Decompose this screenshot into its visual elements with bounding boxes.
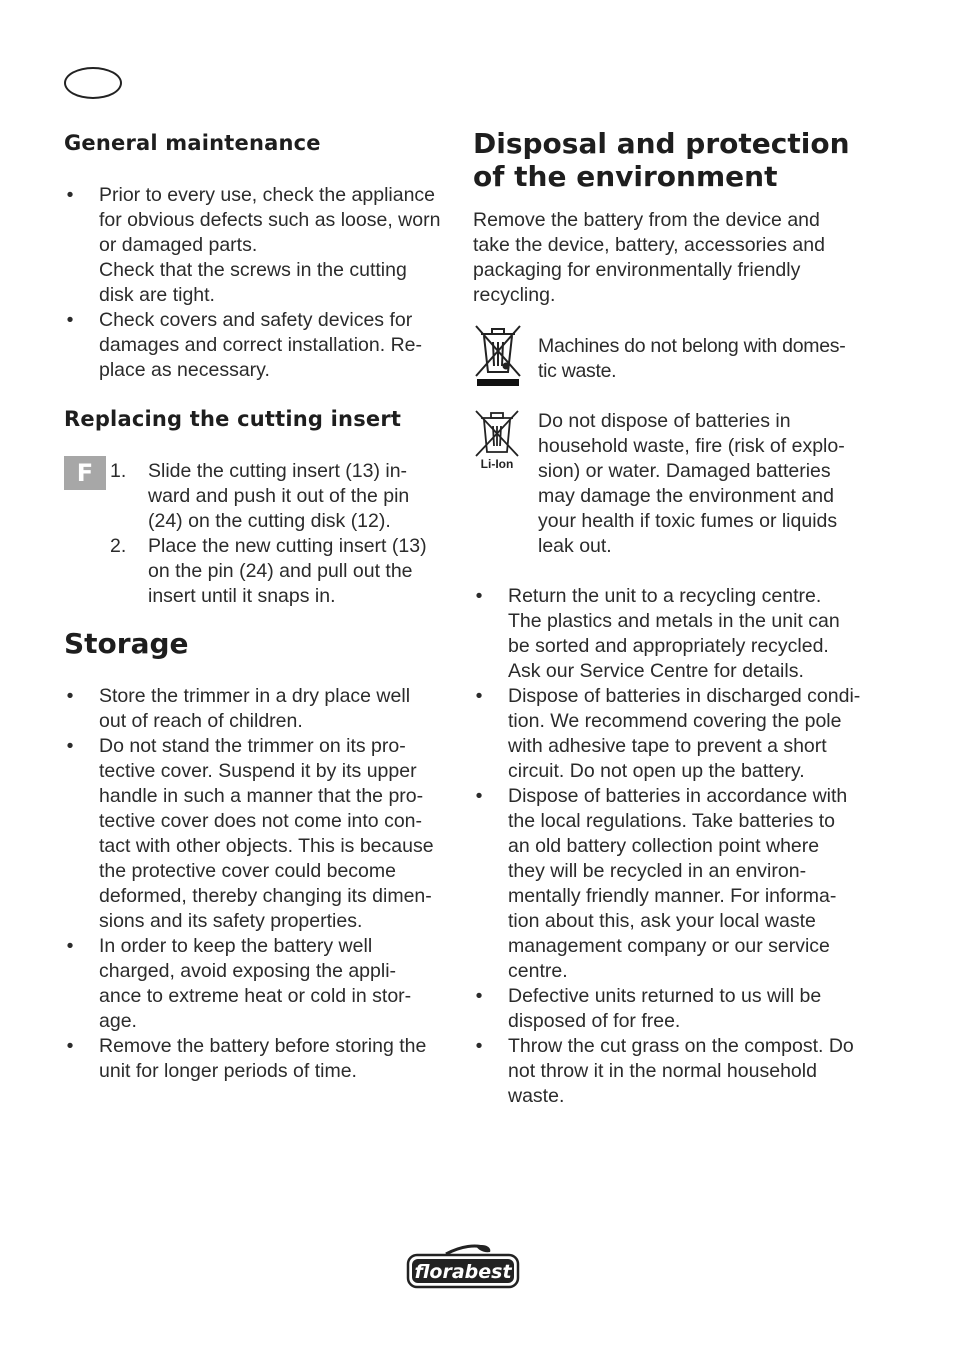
list-item-line: In order to keep the battery well (99, 935, 373, 957)
bullet-marker: • (66, 685, 74, 707)
list-item-line: disk are tight. (99, 284, 215, 306)
disposal-list (473, 584, 860, 1109)
list-item-line: Do not stand the trimmer on its pro- (99, 735, 406, 757)
text-line: tic waste. (538, 360, 617, 382)
text-line: leak out. (538, 535, 612, 557)
step-line: Slide the cutting insert (13) in- (148, 460, 408, 482)
list-item (64, 934, 434, 1034)
list-item-line: Dispose of batteries in discharged condi- (508, 685, 861, 707)
text-line: packaging for environmentally friendly (473, 259, 801, 281)
list-item-line: tective cover does not come into con- (99, 810, 422, 832)
list-item-line: tact with other objects. This is because (99, 835, 434, 857)
text-line: recycling. (473, 284, 556, 306)
list-item-line: Dispose of batteries in accordance with (508, 785, 848, 807)
list-item-line: circuit. Do not open up the battery. (508, 760, 805, 782)
list-item-line: mentally friendly manner. For informa- (508, 885, 837, 907)
list-item-line: centre. (508, 960, 568, 982)
bullet-marker: • (66, 309, 74, 331)
list-item-line: the protective cover could become (99, 860, 396, 882)
list-item-line: be sorted and appropriately recycled. (508, 635, 829, 657)
list-item-line: Prior to every use, check the appliance (99, 184, 436, 206)
list-item-line: Check that the screws in the cutting (99, 259, 407, 281)
text-line: Remove the battery from the device and (473, 209, 820, 231)
list-item-line: place as necessary. (99, 359, 270, 381)
list-item-line: Defective units returned to us will be (508, 985, 822, 1007)
list-item-line: management company or our service (508, 935, 830, 957)
text-line: may damage the environment and (538, 485, 834, 507)
step-line: Place the new cutting insert (13) (148, 535, 427, 557)
list-item-line: an old battery collection point where (508, 835, 820, 857)
disposal-heading-line-2: of the environment (473, 160, 778, 193)
list-item-line: disposed of for free. (508, 1010, 681, 1032)
bullet-marker: • (66, 935, 74, 957)
bullet-marker: • (475, 785, 483, 807)
florabest-logo-text: florabest (414, 1261, 512, 1283)
list-item-line: unit for longer periods of time. (99, 1060, 357, 1082)
bullet-marker: • (475, 985, 483, 1007)
disposal-intro (473, 208, 825, 308)
florabest-logo (406, 1244, 520, 1290)
list-item-line: waste. (508, 1085, 565, 1107)
replacing-cutting-insert-heading: Replacing the cutting insert (64, 407, 402, 431)
bullet-marker: • (66, 735, 74, 757)
step-item (110, 534, 427, 609)
list-item-line: Throw the cut grass on the compost. Do (508, 1035, 854, 1057)
list-item-line: Return the unit to a recycling centre. (508, 585, 822, 607)
weee-symbol-text (538, 334, 845, 384)
step-line: insert until it snaps in. (148, 585, 336, 607)
bullet-marker: • (475, 685, 483, 707)
text-line: your health if toxic fumes or liquids (538, 510, 838, 532)
text-line: sion) or water. Damaged batteries (538, 460, 831, 482)
bullet-marker: • (66, 1035, 74, 1057)
list-item (64, 684, 434, 734)
list-item (473, 784, 860, 984)
list-item-line: The plastics and metals in the unit can (508, 610, 840, 632)
list-item-line: Store the trimmer in a dry place well (99, 685, 411, 707)
list-item-line: charged, avoid exposing the appli- (99, 960, 397, 982)
list-item (64, 183, 440, 308)
li-ion-label: Li-Ion (480, 457, 514, 471)
list-item-line: Check covers and safety devices for (99, 309, 413, 331)
bullet-marker: • (66, 184, 74, 206)
list-item-line: ance to extreme heat or cold in stor- (99, 985, 412, 1007)
list-item-line: age. (99, 1010, 137, 1032)
list-item-line: sions and its safety properties. (99, 910, 363, 932)
list-item-line: Remove the battery before storing the (99, 1035, 427, 1057)
list-item (473, 1034, 860, 1109)
storage-heading: Storage (64, 627, 189, 660)
list-item (473, 684, 860, 784)
step-line: on the pin (24) and pull out the (148, 560, 413, 582)
text-line: take the device, battery, accessories and (473, 234, 825, 256)
step-number: 1. (110, 460, 127, 482)
list-item-line: the local regulations. Take batteries to (508, 810, 836, 832)
disposal-heading-line-1: Disposal and protection (473, 127, 850, 160)
text-line: Do not dispose of batteries in (538, 410, 791, 432)
step-line: ward and push it out of the pin (148, 485, 410, 507)
list-item (64, 1034, 434, 1084)
list-item-line: not throw it in the normal household (508, 1060, 817, 1082)
li-ion-symbol-text (538, 409, 845, 559)
list-item (473, 984, 860, 1034)
list-item-line: they will be recycled in an environ- (508, 860, 807, 882)
disposal-heading (473, 127, 850, 193)
bullet-marker: • (475, 585, 483, 607)
language-indicator-oval (64, 67, 122, 99)
list-item-line: deformed, thereby changing its dimen- (99, 885, 432, 907)
step-item (110, 459, 427, 534)
text-line: household waste, fire (risk of explo- (538, 435, 845, 457)
general-maintenance-list (64, 183, 440, 383)
list-item-line: or damaged parts. (99, 234, 258, 256)
bullet-marker: • (475, 1035, 483, 1057)
list-item-line: for obvious defects such as loose, worn (99, 209, 441, 231)
list-item-line: with adhesive tape to prevent a short (508, 735, 827, 757)
step-line: (24) on the cutting disk (12). (148, 510, 391, 532)
list-item-line: tion about this, ask your local waste (508, 910, 816, 932)
crossed-bin-icon (473, 322, 523, 388)
list-item-line: out of reach of children. (99, 710, 303, 732)
list-item-line: Ask our Service Centre for details. (508, 660, 804, 682)
list-item (473, 584, 860, 684)
step-number: 2. (110, 535, 127, 557)
general-maintenance-heading: General maintenance (64, 131, 321, 155)
text-line: Machines do not belong with domes- (538, 335, 846, 357)
figure-f-badge: F (64, 456, 106, 490)
list-item (64, 308, 440, 383)
replacing-steps-list (110, 459, 427, 609)
list-item-line: tective cover. Suspend it by its upper (99, 760, 417, 782)
list-item (64, 734, 434, 934)
list-item-line: damages and correct installation. Re- (99, 334, 422, 356)
list-item-line: tion. We recommend covering the pole (508, 710, 842, 732)
list-item-line: handle in such a manner that the pro- (99, 785, 424, 807)
storage-list (64, 684, 434, 1084)
crossed-bin-li-ion-icon (473, 408, 521, 472)
